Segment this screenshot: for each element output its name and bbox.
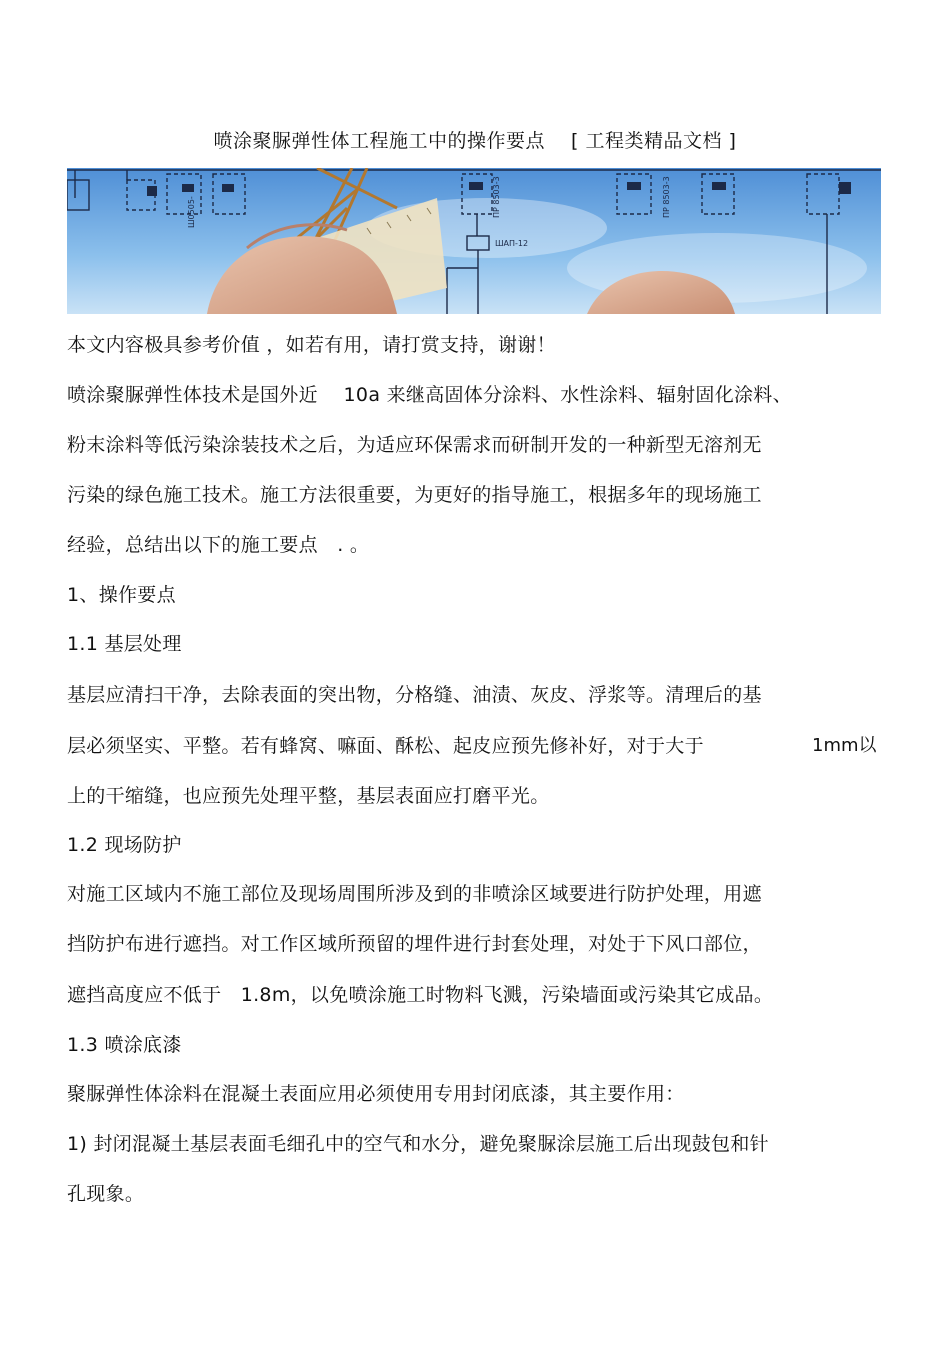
text-line-3: 污染的绿色施工技术。施工方法很重要，为更好的指导施工，根据多年的现场施工	[67, 484, 762, 506]
text-line-16: 1) 封闭混凝土基层表面毛细孔中的空气和水分，避免聚脲涂层施工后出现鼓包和针	[67, 1133, 769, 1155]
document-title	[0, 126, 950, 153]
banner-label-2: ШАП-12	[495, 239, 529, 248]
text-line-13: 遮挡高度应不低于 1.8m，以免喷涂施工时物料飞溅，污染墙面或污染其它成品。	[67, 984, 774, 1006]
text-line-4: 经验，总结出以下的施工要点 . 。	[67, 534, 370, 556]
section-heading-1-2: 1.2 现场防护	[67, 834, 182, 856]
banner-label-3: ПР 8503-3	[662, 176, 671, 218]
text-line-1: 喷涂聚脲弹性体技术是国外近 10a 来继高固体分涂料、水性涂料、辐射固化涂料、	[67, 384, 792, 406]
text-line-2: 粉末涂料等低污染涂装技术之后，为适应环保需求而研制开发的一种新型无溶剂无	[67, 434, 762, 456]
title-text: 喷涂聚脲弹性体工程施工中的操作要点	[213, 130, 546, 152]
text-line-7: 基层应清扫干净，去除表面的突出物，分格缝、油渍、灰皮、浮浆等。清理后的基	[67, 684, 762, 706]
text-line-8-fragment: 1mm以	[812, 735, 877, 756]
text-line-9: 上的干缩缝，也应预先处理平整，基层表面应打磨平光。	[67, 785, 550, 807]
text-line-12: 挡防护布进行遮挡。对工作区域所预留的埋件进行封套处理，对处于下风口部位，	[67, 933, 762, 955]
section-heading-1-3: 1.3 喷涂底漆	[67, 1034, 182, 1056]
banner-label-0: Ш0505-	[187, 196, 196, 228]
section-heading-1-1: 1.1 基层处理	[67, 633, 182, 655]
text-line-8: 层必须坚实、平整。若有蜂窝、嘛面、酥松、起皮应预先修补好，对于大于	[67, 735, 704, 757]
construction-banner-graphic	[67, 168, 881, 314]
text-line-0: 本文内容极具参考价值 ，如若有用，请打赏支持，谢谢！	[67, 334, 556, 356]
section-heading-1: 1、操作要点	[67, 584, 176, 606]
title-tag: [ 工程类精品文档 ]	[571, 130, 737, 152]
text-line-15: 聚脲弹性体涂料在混凝土表面应用必须使用专用封闭底漆，其主要作用：	[67, 1083, 685, 1105]
banner-image	[67, 168, 881, 314]
text-line-11: 对施工区域内不施工部位及现场周围所涉及到的非喷涂区域要进行防护处理，用遮	[67, 883, 762, 905]
banner-label-1: ПР 8503-3	[492, 176, 501, 218]
text-line-17: 孔现象。	[67, 1183, 145, 1205]
